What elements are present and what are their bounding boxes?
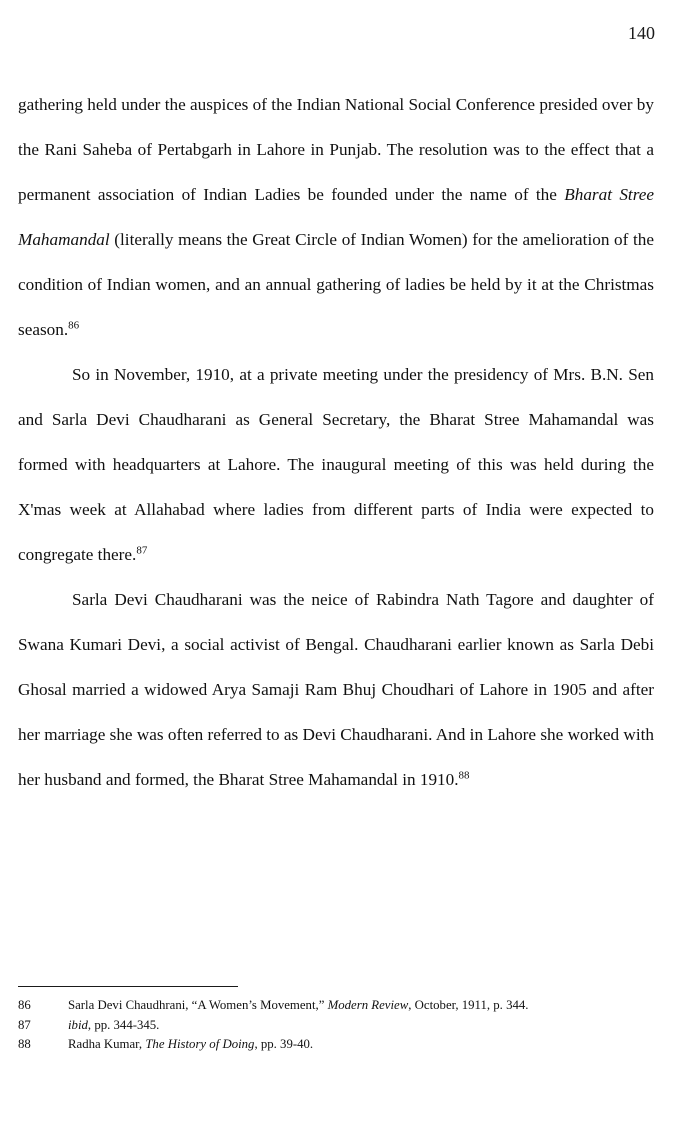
footnote-reference-87[interactable]: 87 [136, 544, 148, 557]
footnote-reference-86[interactable]: 86 [68, 319, 80, 332]
footnote-number: 87 [18, 1017, 31, 1032]
footnote-reference-88[interactable]: 88 [458, 769, 470, 782]
text-run: , pp. 39-40. [254, 1037, 314, 1051]
footnote-number: 88 [18, 1037, 31, 1051]
italic-text: The History of Doing [145, 1037, 255, 1051]
text-run: , pp. 344-345. [87, 1017, 160, 1032]
footnote-text [68, 1035, 654, 1055]
footnote-text [68, 996, 654, 1016]
body-paragraph [18, 82, 654, 352]
text-run: gathering held under the auspices of the Indian National Social Conference presided over by the Rani Saheba of Pertabgarh in Lahore in Punjab. The resolution was to the effect that a permanent association of Indian Ladies be founded under the name of the [18, 95, 654, 204]
footnote-item [18, 1035, 654, 1055]
text-run: Sarla Devi Chaudhrani, “A Women’s Movement,” [68, 998, 328, 1012]
body-paragraph [18, 577, 654, 802]
italic-text: Modern Review [327, 998, 409, 1012]
page-number: 140 [628, 23, 655, 43]
text-run: Radha Kumar, [68, 1037, 146, 1051]
footnote-number: 86 [18, 998, 31, 1012]
body-paragraph [18, 352, 654, 577]
italic-text: Bharat Stree Mahamandal [18, 185, 655, 249]
footnote-list [18, 996, 654, 1055]
footnote-area [18, 986, 654, 1055]
text-run: Sarla Devi Chaudharani was the neice of Rabindra Nath Tagore and daughter of Swana Kumari Devi, a social activist of Bengal. Chaudharani earlier known as Sarla Debi Ghosal married a widowed Arya Samaji Ram Bhuj Choudhari of Lahore in 1905 and after her marriage she was often referred to as Devi Chaudharani. And in Lahore she worked with her husband and formed, the Bharat Stree Mahamandal in 1910. [18, 590, 654, 789]
footnote-item [18, 1016, 654, 1036]
footnote-item [18, 996, 654, 1016]
body-text-area [18, 82, 654, 802]
footnote-separator-rule [18, 986, 238, 987]
footnote-text [68, 1016, 654, 1036]
italic-text: ibid [68, 1017, 88, 1032]
text-run: (literally means the Great Circle of Indian Women) for the amelioration of the condition of Indian women, and an annual gathering of ladies be held by it at the Christmas season. [18, 230, 654, 339]
text-run: So in November, 1910, at a private meeting under the presidency of Mrs. B.N. Sen and Sarla Devi Chaudharani as General Secretary, the Bharat Stree Mahamandal was formed with headquarters at Lahore. The inaugural meeting of this was held during the X'mas week at Allahabad where ladies from different parts of India were expected to congregate there. [18, 365, 654, 564]
text-run: , October, 1911, p. 344. [408, 998, 529, 1012]
